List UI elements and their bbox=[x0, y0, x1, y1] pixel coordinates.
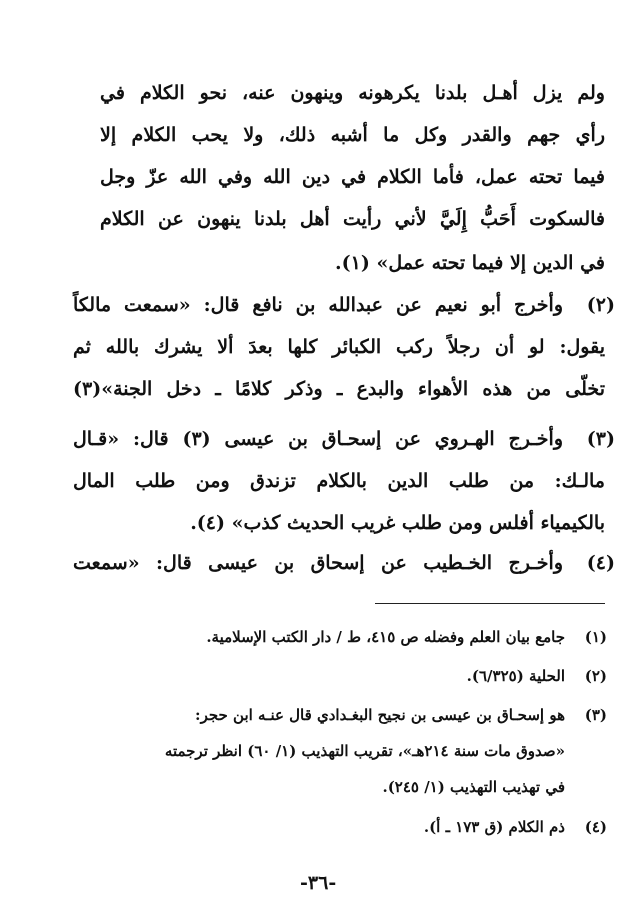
footnote-line: جامع بيان العلم وفضله ص ٤١٥، ط / دار الكتب الإسلامية. bbox=[206, 628, 565, 646]
footnote-line: هو إسحـاق بن عيسى بن نجيح البغـدادي قال عنـه ابن حجر: bbox=[195, 706, 565, 724]
body-line: في الدين إلا فيما تحته عمل» (١). bbox=[335, 252, 605, 274]
footnote-number: (٤) bbox=[584, 818, 607, 836]
item-number: (٤) bbox=[586, 552, 615, 574]
body-line: فالسكوت أَحَبُّ إِلَيَّ لأني رأيت أهل بلدنا ينهون عن الكلام bbox=[100, 208, 605, 230]
footnote-number: (١) bbox=[584, 628, 607, 646]
footnote-line: ذم الكلام (ق ١٧٣ ـ أ). bbox=[423, 818, 565, 836]
body-line: وأخـرج الخـطيب عن إسحاق بن عيسى قال: «سمعت bbox=[73, 552, 563, 574]
footnote-number: (٢) bbox=[584, 667, 607, 685]
body-line: بالكيمياء أفلس ومن طلب غريب الحديث كذب» (٤). bbox=[190, 512, 605, 534]
item-number: (٣) bbox=[586, 428, 615, 450]
body-line: فيما تحته عمل، فأما الكلام في دين الله وفي الله عزّ وجل bbox=[100, 166, 605, 188]
footnote-line: «صدوق مات سنة ٢١٤هـ»، تقريب التهذيب (١/ ٦٠) انظر ترجمته bbox=[164, 742, 565, 760]
body-line: وأخرج أبو نعيم عن عبدالله بن نافع قال: «سمعت مالكاً bbox=[73, 294, 563, 316]
body-line: رأي جهم والقدر وكل ما أشبه ذلك، ولا يحب الكلام إلا bbox=[100, 124, 605, 146]
body-line: يقول: لو أن رجلاً ركب الكبائر كلها بعدَ ألا يشرك بالله ثم bbox=[73, 336, 605, 358]
footnote-line: الحلية (٦/٣٢٥). bbox=[466, 667, 565, 685]
body-line: وأخـرج الهـروي عن إسحـاق بن عيسى (٣) قال: «قـال bbox=[73, 428, 563, 450]
body-line: ولم يزل أهـل بلدنا يكرهونه وينهون عنه، نحو الكلام في bbox=[100, 82, 605, 104]
footnote-line: في تهذيب التهذيب (١/ ٢٤٥). bbox=[382, 778, 565, 796]
footnote-number: (٣) bbox=[584, 706, 607, 724]
page-number: -٣٦- bbox=[300, 872, 337, 894]
item-number: (٢) bbox=[586, 294, 615, 316]
footnote-separator bbox=[375, 603, 605, 604]
body-line: تخلّى من هذه الأهواء والبدع ـ وذكر كلامًا ـ دخل الجنة»(٣) bbox=[73, 378, 605, 400]
body-line: مالـك: من طلب الدين بالكلام تزندق ومن طلب المال bbox=[73, 470, 605, 492]
